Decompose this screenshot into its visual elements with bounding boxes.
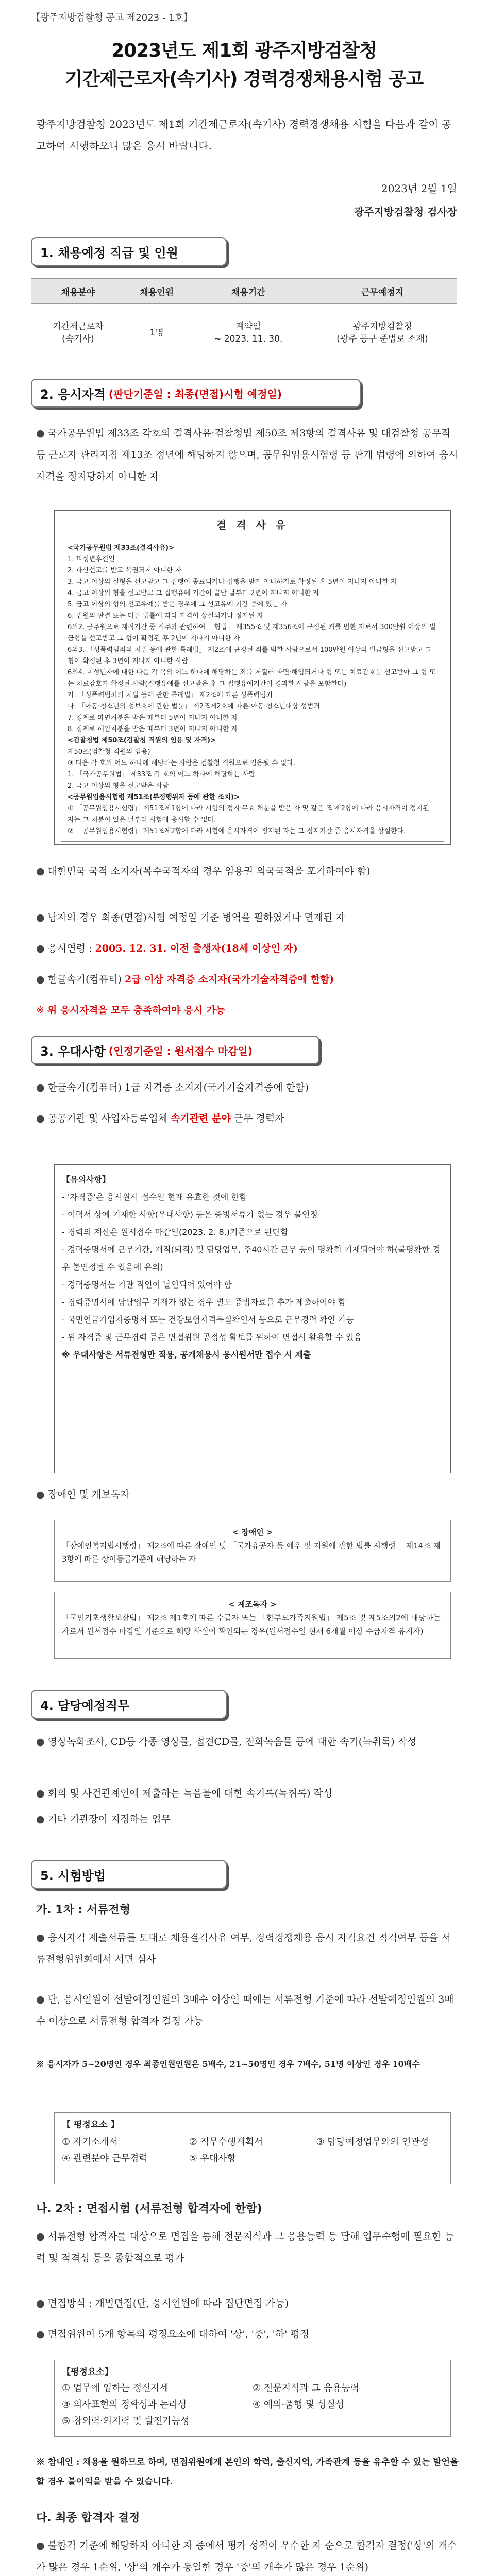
col-period: 채용기간 [189,279,308,304]
disqualification-item: 6. 법원의 판결 또는 다른 법률에 따라 자격이 상실되거나 정지된 자 [68,612,264,620]
caution-item: - 경력증명서에 근무기간, 재직(퇴직) 및 담당업무, 주40시간 근무 등이 명확히 기재되어야 하(불명확한 경우 불인정될 수 있음에 유의) [62,1245,441,1272]
table-row [31,304,457,362]
low-income-text: 「국민기초생활보장법」 제2조 제1호에 따른 수급자 또는 「한부모가족지원법」 제5조 및 제5조의2에 해당하는 자로서 원서접수 마감일 기준으로 해당 사실이 확인되는 경우(원서접수일 현재 6개월 이상 수급자격 유지자) [62,1613,441,1636]
section4-bullet2 [36,1783,459,1804]
step2-warning: ※ 참내인 : 채용을 원하므로 하며, 면접위원에게 본인의 학력, 출신지역, 가족관계 등을 유추할 수 있는 발언을 할 경우 불이익을 받을 수 있습니다. [36,2457,459,2487]
bullet-text: 대한민국 국적 소지자(복수국적자의 경우 임용권 외국국적을 포기하여야 함) [47,866,371,877]
step2-bullet1 [36,2226,459,2269]
col-location: 근무예정지 [308,279,457,304]
bullet-text: 면접방식 : 개별면접(단, 응시인원에 따라 집단면접 가능) [47,2298,289,2309]
bullet-icon: ● [36,2298,45,2309]
caution-item: - 이력서 상에 기재한 사항(우대사항) 등은 증빙서류가 없는 경우 불인정 [62,1210,318,1219]
criteria-item: ④ 관련분야 근무경력 [62,2153,148,2164]
bullet-icon: ● [36,1932,45,1943]
bullet-text: 불합격 기준에 해당하지 아니한 자 중에서 평가 성적이 우수한 자 순으로 합격자 결정('상'의 개수가 많은 경우 1순위, '상'의 개수가 동일한 경우 '중'의 개수가 많은 경우 1순위) [36,2540,457,2573]
step1-criteria-list [62,2136,443,2165]
criteria-item: ④ 예의·품행 및 성실성 [253,2399,345,2410]
cell-period: 계약일 ~ 2023. 11. 30. [189,304,308,362]
disqualification-item: 1. 「국가공무원법」 제33조 각 호의 어느 하나에 해당하는 사람 [68,771,256,778]
bullet-icon: ● [36,1788,45,1799]
step3-title: 다. 최종 합격자 결정 [36,2512,140,2524]
section2-heading [31,379,361,408]
section3-heading [31,1036,319,1064]
section3-bullet2 [36,1108,459,1129]
bullet-icon: ● [36,974,45,985]
bullet-text: 한글속기(컴퓨터) [47,974,125,985]
bullet-text: 응시자격 제출서류를 토대로 채용결격사유 여부, 경력경쟁채용 응시 자격요건 적격여부 등을 서류전형위원회에서 서면 심사 [36,1932,451,1965]
step2-title: 나. 2차 : 면접시험 (서류전형 합격자에 한함) [36,2202,262,2215]
step1-bullet1 [36,1927,459,1970]
disqualification-box [54,510,451,845]
caution-item: - '자격증'은 응시원서 접수일 현재 유효한 것에 한함 [62,1192,247,1202]
criteria-item: ② 전문지식과 그 응용능력 [253,2383,360,2394]
section2-bullet6 [36,999,459,1021]
disqualification-item: <공무원임용시험령 제51조(부정행위자 등에 관한 조치)> [68,793,240,801]
intro-paragraph: 광주지방검찰청 2023년도 제1회 기간제근로자(속기사) 경력경쟁채용 시험을 다음과 같이 공고하여 시행하오니 많은 응시 바랍니다. [36,118,452,152]
cell-field: 기간제근로자 (속기사) [31,304,125,362]
disqualification-item: <검찰청법 제50조(검찰청 직원의 임용 및 자격)> [68,737,216,744]
caution-box [54,1164,451,1473]
criteria-item: ② 직무수행계획서 [189,2137,263,2147]
caution-item: - 경력증명서는 기관 직인이 날인되어 있어야 함 [62,1280,232,1290]
disabled-title: < 장애인 > [232,1528,273,1537]
notice-number: 【광주지방검찰청 공고 제2023 - 1호】 [31,12,193,23]
criteria-item: ① 업무에 임하는 정신자세 [62,2383,169,2394]
disabled-box [54,1520,451,1582]
bullet-text: 면접위원이 5개 항목의 평정요소에 대하여 '상', '중', '하' 평정 [47,2329,310,2340]
disqualification-item: 6의3. 「성폭력범죄의 처벌 등에 관한 특례법」 제2조에 규정된 죄를 범한 사람으로서 100만원 이상의 벌금형을 선고받고 그 형이 확정된 후 3년이 지나지 아니한 사람 [68,646,432,665]
step1-title: 가. 1차 : 서류전형 [36,1904,130,1917]
bullet-text: 서류전형 합격자를 대상으로 면접을 통해 전문지식과 그 응용능력 등 담해 업무수행에 필요한 능력 및 적격성 등을 종합적으로 평가 [36,2231,454,2264]
disqualification-item: ③ 다음 각 호의 어느 하나에 해당하는 사람은 검찰청 직원으로 임용될 수 없다. [68,759,296,767]
bullet-text: 회의 및 사건관계인에 제출하는 녹음물에 대한 속기록(녹취록) 작성 [47,1788,333,1799]
col-field: 채용분야 [31,279,125,304]
bullet-text: 공공기관 및 사업자등록업체 [47,1113,171,1124]
bullet-icon: ● [36,1814,45,1825]
disqualification-item: <국가공무원법 제33조(결격사유)> [68,544,174,552]
age-requirement: 2005. 12. 31. 이전 출생자(18세 이상인 자) [95,943,298,954]
bullet-text: 남자의 경우 최종(면접)시험 예정일 기준 병역을 필하였거나 면제된 자 [47,912,345,923]
step1-criteria-box [54,2112,451,2184]
bullet-text: 국가공무원법 제33조 각호의 결격사유·검찰청법 제50조 제3항의 결격사유 및 대검찰청 공무직 등 근로자 관리지침 제13조 정년에 해당하지 않으며, 공무원임용시험령 등 관계 법령에 의하여 응시자격을 정지당하지 아니한 자 [36,428,458,482]
section2-bullet2 [36,860,459,882]
cell-count: 1명 [125,304,189,362]
section3-criteria: (인정기준일 : 원서접수 마감일) [108,1044,253,1057]
criteria-item: ⑤ 우대사항 [189,2153,237,2164]
disqualification-item: 6의4. 미성년자에 대한 다음 각 목의 어느 하나에 해당하는 죄를 저질러 파면·해임되거나 형 또는 치료감호를 선고받아 그 형 또는 치료감호가 확정된 사람(집행유예를 선고받은 후 그 집행유예기간이 경과한 사람을 포함한다) [68,669,436,688]
disqualification-item: 8. 징계로 해임처분을 받은 때부터 3년이 지나지 아니한 자 [68,725,238,733]
caution-list [62,1189,443,1364]
section4-bullet3 [36,1808,459,1830]
step2-bullet3 [36,2324,459,2345]
section3-bullet3 [36,1484,459,1505]
bullet-icon: ● [36,866,45,877]
caution-item: - 경력의 계산은 원서접수 마감일(2023. 2. 8.)기준으로 판단함 [62,1227,289,1237]
section1-heading [31,237,227,266]
criteria-item: ① 자기소개서 [62,2137,118,2147]
section2-title: 2. 응시자격 [40,387,106,402]
disqualification-item: ② 「공무원임용시험령」 제51조제2항에 따라 시험에 응시자격이 정지된 자는 그 정지기간 중 응시자격을 상실한다. [68,827,406,835]
disqualification-item: 5. 금고 이상의 형의 선고유예를 받은 경우에 그 선고유예 기간 중에 있는 자 [68,601,288,608]
recruit-table [31,278,457,362]
license-requirement: 2급 이상 자격증 소지자(국가기술자격증에 한함) [124,974,334,985]
bullet-icon: ● [36,1082,45,1093]
criteria-item: ③ 담당예정업무와의 연관성 [316,2137,429,2147]
bullet-text: 기타 기관장이 지정하는 업무 [47,1814,171,1825]
section5-title: 5. 시험방법 [40,1868,106,1883]
bullet-icon: ● [36,1113,45,1124]
section3-bullet1 [36,1077,459,1098]
section1-title: 1. 채용예정 직급 및 인원 [40,245,178,260]
disqualification-item: 2. 금고 이상의 형을 선고받은 사람 [68,782,169,790]
disqualification-item: 2. 파산선고를 받고 복권되지 아니한 자 [68,567,182,574]
bullet-text-suffix: 근무 경력자 [230,1113,284,1124]
bullet-icon: ● [36,2329,45,2340]
disqualification-title: 결 격 사 유 [216,519,289,531]
disqualification-item: 1. 피성년후견인 [68,555,115,563]
section4-bullet1 [36,1731,459,1753]
bullet-text: 영상녹화조사, CD등 각종 영상물, 접견CD물, 전화녹음물 등에 대한 속기(녹취록) 작성 [47,1736,417,1748]
section4-title: 4. 담당예정직무 [40,1698,130,1713]
bullet-icon: ● [36,428,45,439]
disqualification-item: 3. 금고 이상의 실형을 선고받고 그 집행이 종료되거나 집행을 받지 아니하기로 확정된 후 5년이 지나지 아니한 자 [68,578,397,586]
col-count: 채용인원 [125,279,189,304]
step3-bullet1 [36,2535,459,2576]
bullet-text: 단, 응시인원이 선발예정인원의 3배수 이상인 때에는 서류전형 기준에 따라 선발예정인원의 3배수 이상으로 서류전형 합격자 결정 가능 [36,1994,454,2027]
step2-criteria-list [62,2382,443,2428]
disqualification-item: 제50조(검찰청 직원의 임용) [68,748,150,756]
disqualification-item: 4. 금고 이상의 형을 선고받고 그 집행유예 기간이 끝난 날부터 2년이 지나지 아니한 자 [68,589,319,597]
bullet-icon: ● [36,2540,45,2551]
bullet-icon: ● [36,943,45,954]
section3-title: 3. 우대사항 [40,1044,106,1059]
notice-date: 2023년 2월 1일 [381,182,457,195]
step2-criteria-box [54,2360,451,2437]
step2-bullet2 [36,2293,459,2314]
step1-warning: ※ 응시자가 5~20명인 경우 최종인원인원은 5배수, 21~50명인 경우 7배수, 51명 이상인 경우 10배수 [36,2059,420,2069]
criteria-item [316,2152,443,2165]
page-title-line1: 2023년도 제1회 광주지방검찰청 [111,40,377,61]
page-title-line2: 기간제근로자(속기사) 경력경쟁채용시험 공고 [64,69,424,90]
low-income-title: < 계조독자 > [228,1600,277,1609]
section2-bullet3 [36,907,459,928]
criteria-item: ⑤ 창의력·의지력 및 발전가능성 [62,2416,190,2427]
section4-heading [31,1690,227,1719]
notice-signer: 광주지방검찰청 검사장 [354,206,457,218]
bullet-text: 위 응시자격을 모두 충족하여야 응시 가능 [47,1005,226,1016]
caution-item: ※ 우대사항은 서류전형만 적용, 공개채용시 응시원서만 접수 시 제출 [62,1350,311,1360]
step2-criteria-title: 【평정요소】 [62,2367,113,2377]
disqualification-item: 나. 「아동·청소년의 성보호에 관한 법률」 제2조제2호에 따른 아동·청소년대상 성범죄 [68,703,320,710]
section2-bullet5 [36,969,459,990]
step1-criteria-title: 【 평정요소 】 [62,2120,120,2130]
cell-location: 광주지방검찰청 (광주 동구 준법로 소재) [308,304,457,362]
caution-item: - 경력증명서에 담당업무 기재가 없는 경우 별도 증빙자료를 추가 제출하여야 함 [62,1297,346,1307]
step1-bullet2 [36,1989,459,2032]
disqualification-item: 가. 「성폭력범죄의 처벌 등에 관한 특례법」 제2조에 따른 성폭력범죄 [68,691,273,699]
criteria-item [253,2415,443,2428]
caution-item: - 국민연금가입자증명서 또는 건강보험자격득실확인서 등으로 근무경력 확인 가능 [62,1315,354,1325]
caution-title: 【유의사항】 [62,1175,110,1184]
disqualification-item: 6의2. 공무원으로 재직기간 중 직무와 관련하여 「형법」 제355조 및 제356조에 규정된 죄를 범한 자로서 300만원 이상의 벌금형을 선고받고 그 형이 확정된 후 2년이 지나지 아니한 자 [68,623,436,642]
criteria-item: ③ 의사표현의 정확성과 논리성 [62,2399,187,2410]
section2-criteria: (판단기준일 : 최종(면접)시험 예정일) [108,387,282,400]
bullet-icon: ● [36,1489,45,1500]
caution-item: - 위 자격증 및 근무경력 등은 면접위원 공정성 확보를 위하여 면접시 활용할 수 있음 [62,1332,362,1342]
disqualification-list [61,538,444,842]
bullet-icon: ● [36,1994,45,2005]
low-income-box [54,1592,451,1659]
section2-bullet4 [36,938,459,959]
bullet-icon: ● [36,1736,45,1748]
bullet-icon: ● [36,912,45,923]
disqualification-item: ① 「공무원임용시험령」 제51조제1항에 따라 시험의 정지·무효 처분을 받은 자 및 같은 조 제2항에 따라 응시자격이 정지된 자는 그 처분이 있은 날부터 시험에 응시할 수 없다. [68,805,429,824]
bullet-icon: ● [36,2231,45,2242]
bullet-text: 한글속기(컴퓨터) 1급 자격증 소지자(국가기술자격증에 한함) [47,1082,309,1093]
disabled-text: 「장애인복지법시행령」 제2조에 따른 장애인 및 「국가유공자 등 예우 및 지원에 관한 법률 시행령」 제14조 제3항에 따른 상이등급기준에 해당하는 자 [62,1541,441,1564]
bullet-text: 장애인 및 계보독자 [47,1489,130,1500]
section5-heading [31,1860,227,1889]
bullet-text: 응시연령 : [47,943,95,954]
career-field: 속기관련 분야 [170,1113,231,1124]
disqualification-item: 7. 징계로 파면처분을 받은 때부터 5년이 지나지 아니한 자 [68,714,238,722]
warning-icon: ※ [36,1005,44,1016]
section2-bullet1 [36,422,459,487]
